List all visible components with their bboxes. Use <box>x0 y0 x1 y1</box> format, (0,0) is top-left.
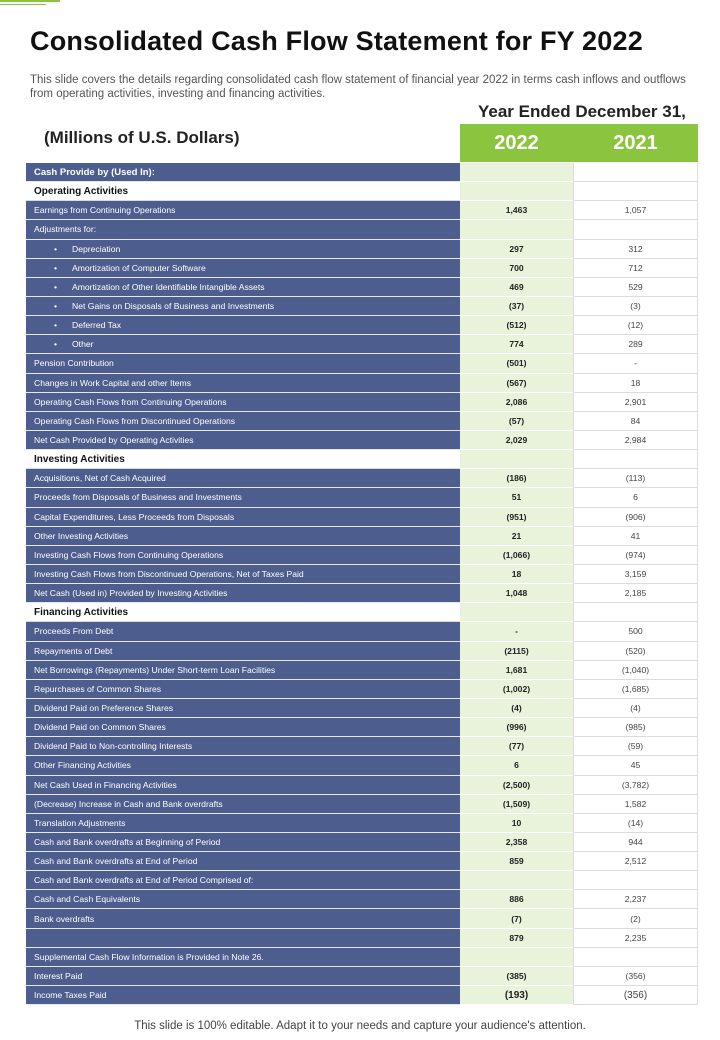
value-2021: 500 <box>573 622 698 641</box>
row-label: Operating Cash Flows from Continuing Operations <box>34 396 227 407</box>
table-row <box>26 680 698 699</box>
row-label: Pension Contribution <box>34 358 114 369</box>
year-header-2022: 2022 <box>460 124 573 162</box>
value-2021: 2,901 <box>573 393 698 412</box>
value-2021: 45 <box>573 756 698 775</box>
value-2021 <box>573 948 698 967</box>
value-2022: (1,066) <box>460 546 573 565</box>
row-label: Net Cash Provided by Operating Activities <box>34 435 194 446</box>
value-2022 <box>460 182 573 201</box>
table-row <box>26 795 698 814</box>
table-row <box>26 469 698 488</box>
value-2021: 6 <box>573 488 698 507</box>
row-label: Supplemental Cash Flow Information is Provided in Note 26. <box>34 951 264 962</box>
table-row <box>26 967 698 986</box>
row-label-cell <box>26 814 460 833</box>
value-2022: 51 <box>460 488 573 507</box>
table-row <box>26 929 698 948</box>
table-row <box>26 163 698 182</box>
table-row <box>26 393 698 412</box>
row-label-cell <box>26 642 460 661</box>
row-label-cell <box>26 488 460 507</box>
page-description: This slide covers the details regarding consolidated cash flow statement of financial year 2022 in terms cash inflows and outflows from operating activities, investing and financing activities. <box>30 74 686 100</box>
table-row <box>26 833 698 852</box>
value-2021: (113) <box>573 469 698 488</box>
value-2022: 297 <box>460 240 573 259</box>
bullet-icon: • <box>54 339 58 350</box>
row-label: Repayments of Debt <box>34 645 113 656</box>
value-2022: 1,681 <box>460 661 573 680</box>
row-label-cell <box>26 163 460 182</box>
row-label-cell <box>26 967 460 986</box>
row-label-cell <box>26 852 460 871</box>
value-2022: 6 <box>460 756 573 775</box>
row-label-cell <box>26 909 460 928</box>
row-label-cell <box>26 393 460 412</box>
row-label-cell <box>26 182 460 201</box>
row-label-cell <box>26 833 460 852</box>
value-2022: 10 <box>460 814 573 833</box>
value-2022: 2,358 <box>460 833 573 852</box>
bullet-icon: • <box>54 320 58 331</box>
table-row <box>26 259 698 278</box>
row-label-cell <box>26 603 460 622</box>
row-label: Changes in Work Capital and other Items <box>34 377 191 388</box>
row-label: Amortization of Computer Software <box>72 262 206 273</box>
row-label-cell <box>26 220 460 239</box>
value-2022 <box>460 450 573 469</box>
value-2022 <box>460 163 573 182</box>
row-label: Investing Cash Flows from Continuing Operations <box>34 549 224 560</box>
units-label: (Millions of U.S. Dollars) <box>44 128 240 147</box>
row-label: Earnings from Continuing Operations <box>34 205 176 216</box>
value-2021: (2) <box>573 909 698 928</box>
value-2021: 529 <box>573 278 698 297</box>
value-2021: (14) <box>573 814 698 833</box>
row-label-cell <box>26 756 460 775</box>
value-2022: 469 <box>460 278 573 297</box>
row-label: Repurchases of Common Shares <box>34 683 162 694</box>
row-label: Interest Paid <box>34 970 83 981</box>
table-row <box>26 814 698 833</box>
row-label-cell <box>26 335 460 354</box>
row-label: Cash Provide by (Used In): <box>34 166 155 178</box>
value-2022 <box>460 948 573 967</box>
row-label: Other Investing Activities <box>34 530 129 541</box>
value-2022 <box>460 603 573 622</box>
row-label-cell <box>26 316 460 335</box>
table-row <box>26 699 698 718</box>
value-2022: 1,048 <box>460 584 573 603</box>
row-label: Other <box>72 339 94 350</box>
row-label: Net Borrowings (Repayments) Under Short-term Loan Facilities <box>34 664 276 675</box>
table-row <box>26 737 698 756</box>
row-label-cell <box>26 737 460 756</box>
accent-line <box>0 0 60 2</box>
value-2022: (2115) <box>460 642 573 661</box>
table-row <box>26 450 698 469</box>
table-row <box>26 642 698 661</box>
year-header-2021: 2021 <box>573 124 698 162</box>
row-label-cell <box>26 240 460 259</box>
value-2022: (1,509) <box>460 795 573 814</box>
value-2022: (385) <box>460 967 573 986</box>
row-label-cell <box>26 374 460 393</box>
row-label: Proceeds From Debt <box>34 626 114 637</box>
table-row <box>26 240 698 259</box>
row-label: Other Financing Activities <box>34 760 131 771</box>
table-row <box>26 508 698 527</box>
table-row <box>26 565 698 584</box>
row-label-cell <box>26 354 460 373</box>
row-label-cell <box>26 297 460 316</box>
table-row <box>26 354 698 373</box>
value-2022: (7) <box>460 909 573 928</box>
value-2022: 1,463 <box>460 201 573 220</box>
value-2021: 3,159 <box>573 565 698 584</box>
table-row <box>26 718 698 737</box>
value-2022: (512) <box>460 316 573 335</box>
value-2021: (1,040) <box>573 661 698 680</box>
row-label-cell <box>26 201 460 220</box>
value-2021: 289 <box>573 335 698 354</box>
table-row <box>26 603 698 622</box>
table-row <box>26 622 698 641</box>
table-row <box>26 909 698 928</box>
table-row <box>26 948 698 967</box>
value-2022: 700 <box>460 259 573 278</box>
value-2021: 2,235 <box>573 929 698 948</box>
value-2022: 21 <box>460 527 573 546</box>
row-label-cell <box>26 469 460 488</box>
value-2022: (501) <box>460 354 573 373</box>
accent-lines <box>0 0 60 5</box>
row-label: Income Taxes Paid <box>34 990 107 1001</box>
row-label-cell <box>26 948 460 967</box>
page-title: Consolidated Cash Flow Statement for FY 2022 <box>30 26 643 56</box>
row-label-cell <box>26 890 460 909</box>
value-2021: 84 <box>573 412 698 431</box>
table-row <box>26 182 698 201</box>
row-label-cell <box>26 929 460 948</box>
cash-flow-table <box>26 163 698 1005</box>
table-row <box>26 412 698 431</box>
value-2021 <box>573 182 698 201</box>
value-2021: (3) <box>573 297 698 316</box>
row-label-cell <box>26 565 460 584</box>
table-row <box>26 220 698 239</box>
year-ended-heading: Year Ended December 31, <box>478 102 686 121</box>
value-2022: 879 <box>460 929 573 948</box>
row-label-cell <box>26 986 460 1005</box>
value-2021: - <box>573 354 698 373</box>
row-label-cell <box>26 718 460 737</box>
value-2021: (4) <box>573 699 698 718</box>
table-row <box>26 488 698 507</box>
row-label-cell <box>26 450 460 469</box>
table-row <box>26 584 698 603</box>
value-2021: (520) <box>573 642 698 661</box>
value-2021 <box>573 450 698 469</box>
value-2022: (37) <box>460 297 573 316</box>
value-2021: (59) <box>573 737 698 756</box>
row-label: Proceeds from Disposals of Business and Investments <box>34 492 242 503</box>
row-label: Adjustments for: <box>34 224 97 235</box>
value-2022: (186) <box>460 469 573 488</box>
value-2022: (951) <box>460 508 573 527</box>
table-row <box>26 852 698 871</box>
value-2021: 2,984 <box>573 431 698 450</box>
row-label: Net Cash (Used in) Provided by Investing Activities <box>34 588 228 599</box>
value-2021: (356) <box>573 967 698 986</box>
table-row <box>26 986 698 1005</box>
value-2021: 2,237 <box>573 890 698 909</box>
value-2022: - <box>460 622 573 641</box>
table-row <box>26 297 698 316</box>
value-2022 <box>460 220 573 239</box>
row-label: Financing Activities <box>34 606 129 618</box>
row-label: Cash and Bank overdrafts at End of Period <box>34 856 198 867</box>
value-2022: (1,002) <box>460 680 573 699</box>
row-label-cell <box>26 546 460 565</box>
row-label: Depreciation <box>72 243 121 254</box>
row-label-cell <box>26 661 460 680</box>
footer-note: This slide is 100% editable. Adapt it to your needs and capture your audience's attention. <box>134 1020 586 1032</box>
row-label: Operating Cash Flows from Discontinued Operations <box>34 415 236 426</box>
accent-line <box>0 4 46 5</box>
row-label: Acquisitions, Net of Cash Acquired <box>34 473 166 484</box>
table-row <box>26 316 698 335</box>
row-label: Net Cash Used in Financing Activities <box>34 779 177 790</box>
row-label: Cash and Cash Equivalents <box>34 894 141 905</box>
row-label: Investing Activities <box>34 453 125 465</box>
row-label: Cash and Bank overdrafts at End of Period Comprised of: <box>34 875 254 886</box>
row-label: Cash and Bank overdrafts at Beginning of Period <box>34 836 221 847</box>
table-row <box>26 756 698 775</box>
value-2022: 18 <box>460 565 573 584</box>
row-label: Translation Adjustments <box>34 817 126 828</box>
row-label: Deferred Tax <box>72 320 122 331</box>
value-2021: 944 <box>573 833 698 852</box>
value-2022 <box>460 871 573 890</box>
value-2021: (985) <box>573 718 698 737</box>
row-label: Net Gains on Disposals of Business and Investments <box>72 301 275 312</box>
value-2022: 886 <box>460 890 573 909</box>
value-2022: (996) <box>460 718 573 737</box>
value-2022: (193) <box>460 986 573 1005</box>
value-2021 <box>573 871 698 890</box>
value-2022: (2,500) <box>460 776 573 795</box>
table-row <box>26 335 698 354</box>
row-label: Dividend Paid to Non-controlling Interests <box>34 741 193 752</box>
row-label: Amortization of Other Identifiable Intangible Assets <box>72 281 265 292</box>
value-2021 <box>573 220 698 239</box>
value-2022: 859 <box>460 852 573 871</box>
table-row <box>26 776 698 795</box>
row-label-cell <box>26 622 460 641</box>
row-label-cell <box>26 527 460 546</box>
value-2021: (1,685) <box>573 680 698 699</box>
value-2021: (356) <box>573 986 698 1005</box>
table-row <box>26 527 698 546</box>
row-label-cell <box>26 584 460 603</box>
row-label: (Decrease) Increase in Cash and Bank overdrafts <box>34 798 223 809</box>
value-2022: (567) <box>460 374 573 393</box>
table-row <box>26 374 698 393</box>
row-label-cell <box>26 680 460 699</box>
value-2022: 2,086 <box>460 393 573 412</box>
bullet-icon: • <box>54 262 58 273</box>
value-2022: (77) <box>460 737 573 756</box>
bullet-icon: • <box>54 281 58 292</box>
value-2021: (3,782) <box>573 776 698 795</box>
row-label: Capital Expenditures, Less Proceeds from Disposals <box>34 511 235 522</box>
row-label-cell <box>26 776 460 795</box>
row-label: Dividend Paid on Common Shares <box>34 722 166 733</box>
value-2021: 2,185 <box>573 584 698 603</box>
table-row <box>26 201 698 220</box>
row-label: Investing Cash Flows from Discontinued Operations, Net of Taxes Paid <box>34 569 304 580</box>
value-2021: 1,582 <box>573 795 698 814</box>
row-label-cell <box>26 412 460 431</box>
value-2021: 2,512 <box>573 852 698 871</box>
value-2021: (12) <box>573 316 698 335</box>
row-label: Operating Activities <box>34 185 129 197</box>
table-row <box>26 661 698 680</box>
value-2021: 18 <box>573 374 698 393</box>
table-row <box>26 890 698 909</box>
table-row <box>26 871 698 890</box>
row-label: Bank overdrafts <box>34 913 95 924</box>
value-2022: (57) <box>460 412 573 431</box>
row-label-cell <box>26 795 460 814</box>
row-label-cell <box>26 508 460 527</box>
row-label-cell <box>26 431 460 450</box>
value-2021: 712 <box>573 259 698 278</box>
row-label-cell <box>26 699 460 718</box>
row-label-cell <box>26 259 460 278</box>
row-label-cell <box>26 871 460 890</box>
value-2021: 41 <box>573 527 698 546</box>
row-label: Dividend Paid on Preference Shares <box>34 703 174 713</box>
value-2022: 2,029 <box>460 431 573 450</box>
value-2021: (906) <box>573 508 698 527</box>
bullet-icon: • <box>54 301 58 312</box>
value-2021: (974) <box>573 546 698 565</box>
value-2021: 312 <box>573 240 698 259</box>
bullet-icon: • <box>54 243 58 254</box>
table-row <box>26 431 698 450</box>
value-2021: 1,057 <box>573 201 698 220</box>
table-row <box>26 278 698 297</box>
value-2022: 774 <box>460 335 573 354</box>
value-2021 <box>573 163 698 182</box>
row-label-cell <box>26 278 460 297</box>
value-2022: (4) <box>460 699 573 718</box>
value-2021 <box>573 603 698 622</box>
table-row <box>26 546 698 565</box>
